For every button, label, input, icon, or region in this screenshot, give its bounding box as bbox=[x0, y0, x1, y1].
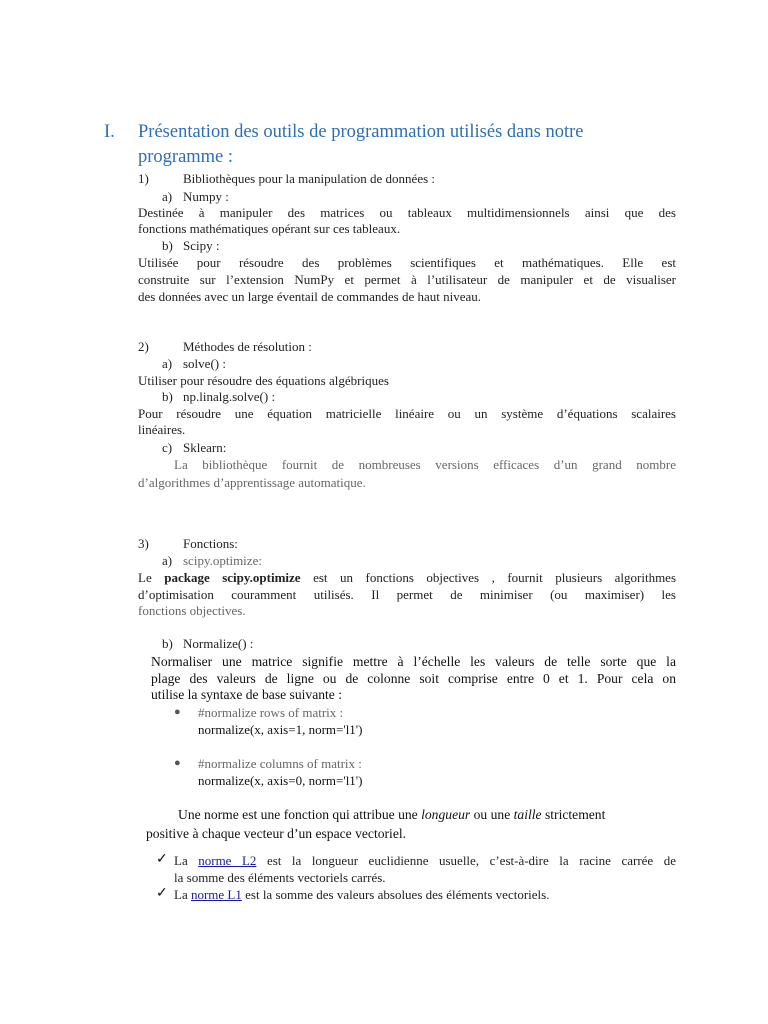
s3-a-line-3: fonctions objectives. bbox=[138, 603, 246, 618]
section-2-number: 2) bbox=[138, 339, 149, 354]
norme-line-2: positive à chaque vecteur d’un espace vectoriel. bbox=[146, 826, 407, 841]
checkmark-icon: ✓ bbox=[156, 852, 168, 867]
check-item-1-line-1 bbox=[174, 853, 676, 869]
norme-line-1-pre: Une norme est une fonction qui attribue une bbox=[178, 807, 422, 822]
bullet-1-code: normalize(x, axis=1, norm='l1') bbox=[198, 722, 363, 737]
s2-c-label: c) bbox=[162, 440, 173, 455]
bullet-1-comment: #normalize rows of matrix : bbox=[198, 705, 344, 720]
s1-b-line-2: construite sur l’extension NumPy et permet à l’utilisateur de manipuler et de visualiser bbox=[138, 272, 676, 287]
heading-line-1: Présentation des outils de programmation utilisés dans notre bbox=[138, 122, 584, 142]
bullet-2-comment: #normalize columns of matrix : bbox=[198, 756, 362, 771]
s1-b-title: Scipy : bbox=[183, 238, 220, 253]
s3-b-line-2: plage des valeurs de ligne ou de colonne soit comprise entre 0 et 1. Pour cela on bbox=[151, 671, 676, 686]
check-1-pre: La bbox=[174, 853, 199, 868]
s3-a-label: a) bbox=[162, 553, 173, 568]
norme-l1-link[interactable]: norme L1 bbox=[190, 887, 242, 902]
s1-b-line-3: des données avec un large éventail de commandes de haut niveau. bbox=[138, 289, 482, 304]
s1-b-label: b) bbox=[162, 238, 173, 253]
s2-c-title: Sklearn: bbox=[183, 440, 227, 455]
section-3-number: 3) bbox=[138, 536, 149, 551]
s3-a-line-2: d’optimisation couramment utilisés. Il permet de minimiser (ou maximiser) les bbox=[138, 587, 676, 602]
section-3-title: Fonctions: bbox=[183, 536, 238, 551]
s1-a-line-2: fonctions mathématiques opérant sur ces tableaux. bbox=[138, 221, 401, 236]
s3-b-label: b) bbox=[162, 636, 173, 651]
s2-c-line-1: La bibliothèque fournit de nombreuses versions efficaces d’un grand nombre bbox=[174, 457, 676, 472]
bullet-dot-2: ● bbox=[174, 757, 181, 769]
norme-line-1-mid: ou une bbox=[470, 807, 514, 822]
s2-a-line-1: Utiliser pour résoudre des équations algébriques bbox=[138, 373, 389, 388]
norme-l2-link[interactable]: norme L2 bbox=[198, 853, 257, 868]
s1-a-label: a) bbox=[162, 189, 173, 204]
s2-b-line-2: linéaires. bbox=[138, 422, 186, 437]
s2-b-title: np.linalg.solve() : bbox=[183, 389, 276, 404]
check-1-post: est la longueur euclidienne usuelle, c’est-à-dire la racine carrée de bbox=[256, 853, 676, 868]
bullet-2-code: normalize(x, axis=0, norm='l1') bbox=[198, 773, 363, 788]
norme-line-1-post: strictement bbox=[541, 807, 606, 822]
heading-number: I. bbox=[104, 122, 115, 142]
s3-a-line-1-bold: package scipy.optimize bbox=[164, 570, 301, 585]
section-2-title: Méthodes de résolution : bbox=[183, 339, 312, 354]
s3-a-line-1 bbox=[138, 570, 676, 586]
s3-b-title: Normalize() : bbox=[183, 636, 254, 651]
s2-b-line-1: Pour résoudre une équation matricielle linéaire ou un système d’équations scalaires bbox=[138, 406, 676, 421]
check-item-2 bbox=[174, 887, 549, 903]
section-1-number: 1) bbox=[138, 171, 149, 186]
section-1-title: Bibliothèques pour la manipulation de données : bbox=[183, 171, 436, 186]
s2-a-title: solve() : bbox=[183, 356, 226, 371]
checkmark-icon: ✓ bbox=[156, 886, 168, 901]
norme-line-1 bbox=[178, 806, 605, 823]
check-2-pre: La bbox=[174, 887, 191, 902]
check-item-1-line-2: la somme des éléments vectoriels carrés. bbox=[174, 870, 386, 885]
s2-a-label: a) bbox=[162, 356, 173, 371]
s3-b-line-1: Normaliser une matrice signifie mettre à l’échelle les valeurs de telle sorte que la bbox=[151, 654, 676, 669]
bullet-dot-1: ● bbox=[174, 706, 181, 718]
norme-italic-longueur: longueur bbox=[421, 807, 471, 822]
heading-line-2: programme : bbox=[138, 147, 234, 167]
s1-a-line-1: Destinée à manipuler des matrices ou tableaux multidimensionnels ainsi que des bbox=[138, 205, 676, 220]
norme-italic-taille: taille bbox=[513, 807, 542, 822]
s2-c-line-2: d’algorithmes d’apprentissage automatique. bbox=[138, 475, 366, 490]
s2-b-label: b) bbox=[162, 389, 173, 404]
s3-a-line-1-post: est un fonctions objectives , fournit plusieurs algorithmes bbox=[300, 570, 677, 585]
s3-a-title: scipy.optimize: bbox=[183, 553, 262, 568]
s3-a-line-1-pre: Le bbox=[138, 570, 165, 585]
check-2-post: est la somme des valeurs absolues des éléments vectoriels. bbox=[241, 887, 550, 902]
s3-b-line-3: utilise la syntaxe de base suivante : bbox=[151, 687, 343, 702]
s1-a-title: Numpy : bbox=[183, 189, 229, 204]
s1-b-line-1: Utilisée pour résoudre des problèmes scientifiques et mathématiques. Elle est bbox=[138, 255, 676, 270]
